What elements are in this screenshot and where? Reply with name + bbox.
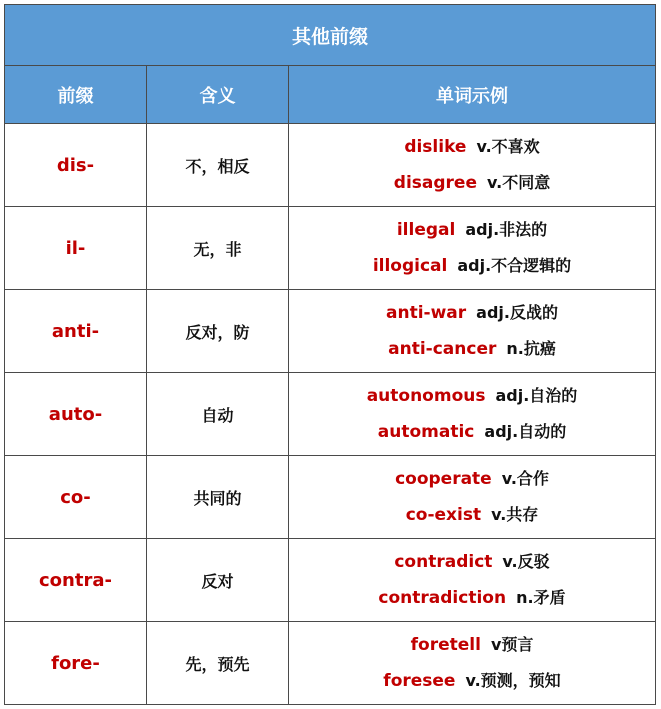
example-definition: adj.不合逻辑的 [457,256,572,275]
header-meaning: 含义 [147,66,289,124]
example-line [289,331,655,367]
example-word: anti-war [386,303,467,323]
header-prefix: 前缀 [5,66,147,124]
prefix-cell: co- [5,456,147,539]
table-row [5,373,656,456]
example-word: disagree [393,173,477,193]
table-row [5,539,656,622]
table-row [5,456,656,539]
examples-cell [289,622,656,705]
examples-cell [289,539,656,622]
example-word: illegal [396,220,456,240]
example-definition: v.共存 [491,505,539,524]
example-word: automatic [377,422,475,442]
table-row [5,290,656,373]
example-definition: adj.自治的 [495,386,578,405]
examples-cell [289,290,656,373]
example-definition: v.合作 [501,469,549,488]
example-definition: v.预测，预知 [465,671,561,690]
examples-cell [289,373,656,456]
example-word: foresee [383,671,456,691]
table-title: 其他前缀 [5,5,656,66]
example-word: anti-cancer [388,339,497,359]
table-row [5,622,656,705]
example-word: contradict [394,552,493,572]
example-definition: v.不同意 [486,173,551,192]
example-line [289,580,655,616]
meaning-cell: 不，相反 [147,124,289,207]
example-definition: v预言 [490,635,534,654]
meaning-cell: 共同的 [147,456,289,539]
example-word: cooperate [395,469,492,489]
example-definition: n.抗癌 [506,339,556,358]
prefix-cell: auto- [5,373,147,456]
table-row [5,124,656,207]
examples-cell [289,124,656,207]
prefix-cell: anti- [5,290,147,373]
example-word: illogical [372,256,448,276]
example-word: autonomous [366,386,486,406]
meaning-cell: 反对，防 [147,290,289,373]
example-line [289,544,655,580]
examples-cell [289,207,656,290]
example-line [289,497,655,533]
title-row [5,5,656,66]
header-examples: 单词示例 [289,66,656,124]
example-word: dislike [404,137,467,157]
prefix-cell: fore- [5,622,147,705]
example-line [289,248,655,284]
meaning-cell: 自动 [147,373,289,456]
example-line [289,295,655,331]
example-definition: v.不喜欢 [476,137,540,156]
example-line [289,212,655,248]
example-line [289,378,655,414]
example-definition: n.矛盾 [516,588,566,607]
example-line [289,165,655,201]
meaning-cell: 反对 [147,539,289,622]
table-row [5,207,656,290]
example-definition: adj.非法的 [465,220,548,239]
example-line [289,129,655,165]
example-word: contradiction [378,588,507,608]
prefix-cell: dis- [5,124,147,207]
example-line [289,461,655,497]
prefix-table [4,4,656,705]
meaning-cell: 无，非 [147,207,289,290]
prefix-cell: il- [5,207,147,290]
example-definition: adj.反战的 [476,303,558,322]
meaning-cell: 先，预先 [147,622,289,705]
example-definition: adj.自动的 [484,422,567,441]
example-line [289,627,655,663]
example-definition: v.反驳 [502,552,550,571]
prefix-cell: contra- [5,539,147,622]
header-row [5,66,656,124]
example-line [289,663,655,699]
examples-cell [289,456,656,539]
example-word: co-exist [405,505,482,525]
example-line [289,414,655,450]
example-word: foretell [410,635,481,655]
